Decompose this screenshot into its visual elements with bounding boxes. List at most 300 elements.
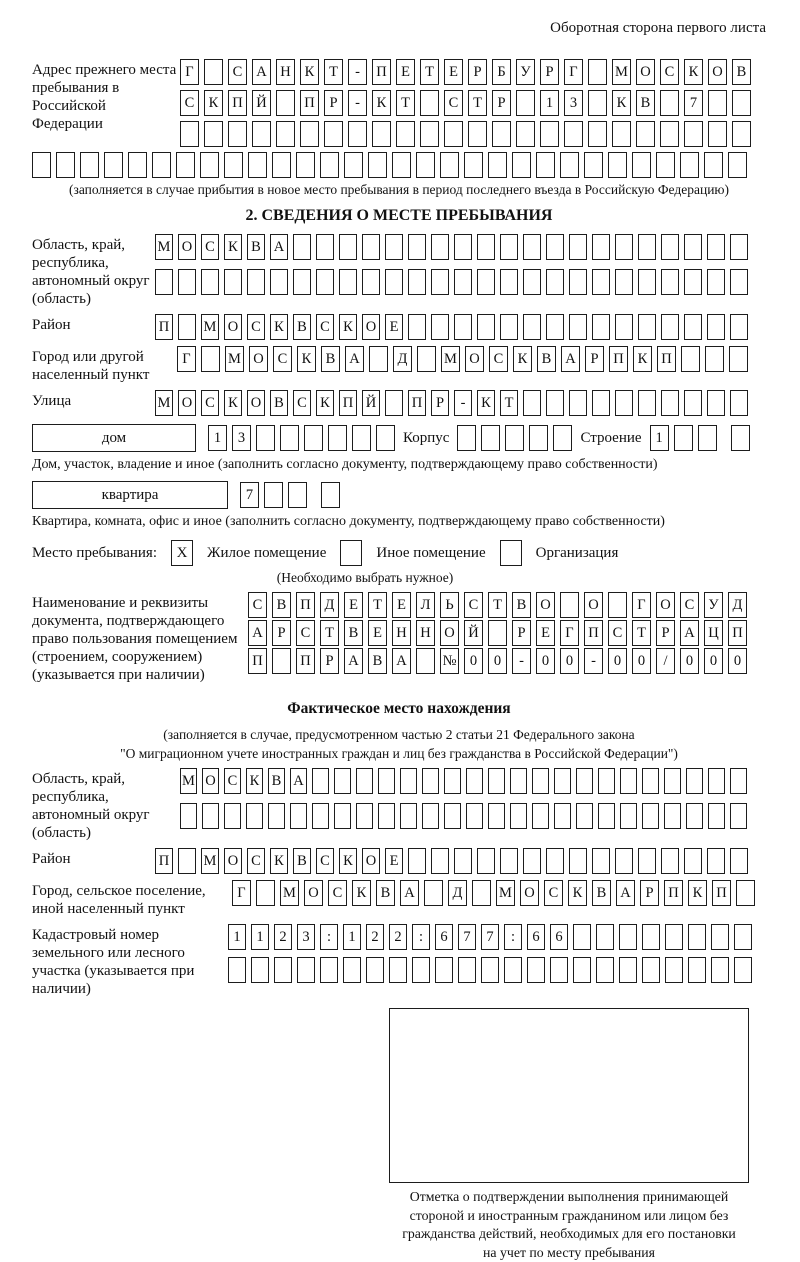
street-label: Улица (32, 390, 155, 410)
char-cell (642, 803, 659, 829)
char-cell: С (296, 620, 315, 646)
char-cell (642, 957, 660, 983)
char-cell: Т (320, 620, 339, 646)
char-cell (500, 234, 518, 260)
char-cell (400, 768, 417, 794)
char-cell (615, 269, 633, 295)
char-cell: Й (362, 390, 380, 416)
char-cell: 1 (228, 924, 246, 950)
char-cell (417, 346, 436, 372)
char-cell (320, 152, 339, 178)
char-cell: В (293, 314, 311, 340)
char-cell: Р (431, 390, 449, 416)
char-cell (408, 234, 426, 260)
char-cell: С (180, 90, 199, 116)
char-cell (569, 390, 587, 416)
char-cell (680, 152, 699, 178)
char-cell (532, 768, 549, 794)
char-cell (176, 152, 195, 178)
char-cell: В (247, 234, 265, 260)
char-cell (576, 803, 593, 829)
char-cell: А (252, 59, 271, 85)
char-cell (272, 648, 291, 674)
char-cell (362, 269, 380, 295)
char-cell: В (270, 390, 288, 416)
char-cell: П (372, 59, 391, 85)
char-cell: В (368, 648, 387, 674)
char-cell (638, 848, 656, 874)
char-cell: С (444, 90, 463, 116)
actual-region-rows (180, 768, 747, 829)
char-cell: Н (416, 620, 435, 646)
char-cell (684, 269, 702, 295)
char-cell: К (372, 90, 391, 116)
char-cell (705, 346, 724, 372)
char-cell (564, 121, 583, 147)
char-cell (512, 152, 531, 178)
char-cell (389, 957, 407, 983)
char-cell (638, 390, 656, 416)
char-cell (481, 425, 500, 451)
char-cell: П (712, 880, 731, 906)
checkbox-organization (500, 540, 522, 566)
char-cell: А (616, 880, 635, 906)
char-cell: С (273, 346, 292, 372)
char-cell: К (270, 314, 288, 340)
char-cell (732, 121, 751, 147)
char-cell (334, 768, 351, 794)
char-cell (500, 269, 518, 295)
char-cell: С (228, 59, 247, 85)
char-cell (612, 121, 631, 147)
char-cell: В (293, 848, 311, 874)
char-cell (488, 620, 507, 646)
char-cell (707, 390, 725, 416)
char-cell (550, 957, 568, 983)
char-cell (444, 768, 461, 794)
char-cell (730, 269, 748, 295)
char-cell (321, 482, 340, 508)
char-cell (472, 880, 491, 906)
char-cell (504, 957, 522, 983)
prev-address-rows (180, 59, 751, 147)
char-cell (711, 957, 729, 983)
char-cell (598, 768, 615, 794)
char-cell (444, 121, 463, 147)
char-cell: К (204, 90, 223, 116)
char-cell: П (228, 90, 247, 116)
char-cell (592, 848, 610, 874)
char-cell: П (609, 346, 628, 372)
char-cell (540, 121, 559, 147)
char-cell (155, 269, 173, 295)
char-cell (554, 768, 571, 794)
char-cell (400, 803, 417, 829)
page-side-note: Оборотная сторона первого листа (32, 20, 766, 37)
char-cell: 7 (481, 924, 499, 950)
char-cell: С (247, 848, 265, 874)
char-cell: 0 (608, 648, 627, 674)
char-cell: М (225, 346, 244, 372)
char-cell: В (636, 90, 655, 116)
char-cell: 2 (389, 924, 407, 950)
char-cell (204, 121, 223, 147)
char-cell: П (248, 648, 267, 674)
char-cell (252, 121, 271, 147)
char-cell (588, 90, 607, 116)
char-cell (200, 152, 219, 178)
char-cell: П (408, 390, 426, 416)
char-cell: К (688, 880, 707, 906)
char-cell: П (339, 390, 357, 416)
char-cell: 3 (232, 425, 251, 451)
cadastral-label: Кадастровый номер земельного или лесного участка (указывается при наличии) (32, 924, 228, 998)
actual-district-field (32, 848, 766, 874)
char-cell: О (656, 592, 675, 618)
char-cell: А (248, 620, 267, 646)
char-cell (661, 848, 679, 874)
char-cell (228, 957, 246, 983)
char-cell (477, 234, 495, 260)
char-cell (276, 90, 295, 116)
region-row-1 (155, 234, 748, 260)
char-cell: Т (468, 90, 487, 116)
char-cell: К (684, 59, 703, 85)
char-cell (362, 234, 380, 260)
char-cell (592, 269, 610, 295)
char-cell (732, 90, 751, 116)
char-cell: Р (468, 59, 487, 85)
char-cell: О (362, 848, 380, 874)
char-cell: А (290, 768, 307, 794)
char-cell: 1 (343, 924, 361, 950)
char-cell: 6 (527, 924, 545, 950)
char-cell (615, 234, 633, 260)
char-cell: К (246, 768, 263, 794)
char-cell: 1 (208, 425, 227, 451)
char-cell (573, 924, 591, 950)
char-cell: Т (632, 620, 651, 646)
char-cell: Е (392, 592, 411, 618)
char-cell (477, 314, 495, 340)
char-cell (378, 803, 395, 829)
char-cell: О (178, 234, 196, 260)
stamp-area (376, 1008, 762, 1262)
document-row-2 (248, 620, 747, 646)
char-cell: 0 (488, 648, 507, 674)
region-row-2 (155, 269, 748, 295)
char-cell: 0 (464, 648, 483, 674)
char-cell (104, 152, 123, 178)
char-cell (488, 768, 505, 794)
char-cell (420, 121, 439, 147)
char-cell (636, 121, 655, 147)
char-cell: К (224, 234, 242, 260)
char-cell (686, 803, 703, 829)
char-cell (316, 234, 334, 260)
char-cell (293, 234, 311, 260)
char-cell: П (155, 848, 173, 874)
char-cell (180, 803, 197, 829)
char-cell: Р (492, 90, 511, 116)
char-cell: М (612, 59, 631, 85)
char-cell: Н (392, 620, 411, 646)
char-cell: О (465, 346, 484, 372)
char-cell: К (513, 346, 532, 372)
char-cell: Т (368, 592, 387, 618)
char-cell: 7 (458, 924, 476, 950)
document-row-3 (248, 648, 747, 674)
char-cell: М (441, 346, 460, 372)
house-number-cells (208, 425, 395, 451)
char-cell: Р (656, 620, 675, 646)
char-cell: О (224, 314, 242, 340)
char-cell (529, 425, 548, 451)
char-cell: О (708, 59, 727, 85)
house-box: дом (32, 424, 196, 452)
house-row (32, 424, 766, 452)
char-cell: П (584, 620, 603, 646)
char-cell (178, 269, 196, 295)
region-field (32, 234, 766, 308)
char-cell (246, 803, 263, 829)
char-cell (422, 768, 439, 794)
char-cell: У (516, 59, 535, 85)
char-cell (592, 234, 610, 260)
char-cell: Т (488, 592, 507, 618)
char-cell (569, 269, 587, 295)
actual-district-row (155, 848, 748, 874)
district-row (155, 314, 748, 340)
char-cell: Й (464, 620, 483, 646)
char-cell: В (512, 592, 531, 618)
char-cell (356, 803, 373, 829)
char-cell (492, 121, 511, 147)
char-cell (584, 152, 603, 178)
char-cell (661, 390, 679, 416)
char-cell (356, 768, 373, 794)
char-cell (300, 121, 319, 147)
char-cell (178, 314, 196, 340)
char-cell: М (496, 880, 515, 906)
char-cell: - (512, 648, 531, 674)
char-cell: О (584, 592, 603, 618)
char-cell: Е (385, 314, 403, 340)
char-cell (560, 592, 579, 618)
prev-address-row-2 (180, 90, 751, 116)
char-cell (664, 768, 681, 794)
char-cell (665, 957, 683, 983)
char-cell: Т (396, 90, 415, 116)
char-cell: 0 (680, 648, 699, 674)
char-cell (477, 269, 495, 295)
char-cell (523, 314, 541, 340)
char-cell (708, 803, 725, 829)
char-cell (642, 924, 660, 950)
char-cell (523, 848, 541, 874)
char-cell (684, 390, 702, 416)
char-cell (224, 269, 242, 295)
char-cell: В (732, 59, 751, 85)
char-cell (523, 390, 541, 416)
char-cell: М (155, 390, 173, 416)
char-cell: Р (640, 880, 659, 906)
actual-region-label: Область, край, республика, автономный округ (область) (32, 768, 180, 842)
char-cell (435, 957, 453, 983)
char-cell (510, 768, 527, 794)
char-cell: А (400, 880, 419, 906)
actual-region-row-2 (180, 803, 747, 829)
checkbox-residential: X (171, 540, 193, 566)
char-cell: Т (420, 59, 439, 85)
char-cell (684, 314, 702, 340)
cadastral-rows (228, 924, 752, 983)
char-cell (656, 152, 675, 178)
district-label: Район (32, 314, 155, 334)
char-cell (320, 957, 338, 983)
char-cell (431, 234, 449, 260)
char-cell (500, 848, 518, 874)
char-cell (312, 768, 329, 794)
char-cell: Ц (704, 620, 723, 646)
char-cell: Е (385, 848, 403, 874)
cadastral-row-2 (228, 957, 752, 983)
char-cell (736, 880, 755, 906)
char-cell (304, 425, 323, 451)
char-cell (730, 234, 748, 260)
char-cell: С (680, 592, 699, 618)
char-cell (598, 803, 615, 829)
char-cell: Г (232, 880, 251, 906)
char-cell (728, 152, 747, 178)
char-cell (477, 848, 495, 874)
char-cell (328, 425, 347, 451)
structure-label: Строение (580, 430, 641, 447)
char-cell: Е (344, 592, 363, 618)
char-cell (416, 152, 435, 178)
char-cell (224, 152, 243, 178)
char-cell (454, 234, 472, 260)
region-rows (155, 234, 748, 295)
char-cell: 7 (684, 90, 703, 116)
stay-type-row (32, 540, 766, 566)
char-cell: 3 (297, 924, 315, 950)
char-cell: Е (536, 620, 555, 646)
char-cell: - (454, 390, 472, 416)
document-field (32, 592, 766, 684)
char-cell: С (248, 592, 267, 618)
char-cell (516, 121, 535, 147)
prev-address-row-3 (180, 121, 751, 147)
char-cell: С (201, 390, 219, 416)
char-cell: А (344, 648, 363, 674)
char-cell (464, 152, 483, 178)
char-cell (274, 957, 292, 983)
char-cell (424, 880, 443, 906)
char-cell (707, 234, 725, 260)
char-cell: К (297, 346, 316, 372)
char-cell: Д (393, 346, 412, 372)
char-cell (466, 803, 483, 829)
char-cell (684, 121, 703, 147)
char-cell: П (296, 648, 315, 674)
char-cell (352, 425, 371, 451)
district-field (32, 314, 766, 340)
char-cell: 0 (728, 648, 747, 674)
apartment-row (32, 481, 766, 509)
char-cell (546, 390, 564, 416)
char-cell (661, 314, 679, 340)
char-cell (408, 848, 426, 874)
char-cell (369, 346, 388, 372)
char-cell (488, 152, 507, 178)
char-cell: Р (540, 59, 559, 85)
char-cell (554, 803, 571, 829)
char-cell (376, 425, 395, 451)
char-cell (293, 269, 311, 295)
char-cell (152, 152, 171, 178)
char-cell (202, 803, 219, 829)
street-row (155, 390, 748, 416)
char-cell (264, 482, 283, 508)
actual-caption-line-1: (заполняется в случае, предусмотренном частью 2 статьи 21 Федерального закона (32, 726, 766, 743)
apartment-cells (240, 482, 340, 508)
char-cell: Д (320, 592, 339, 618)
char-cell (711, 924, 729, 950)
char-cell (527, 957, 545, 983)
char-cell: 0 (632, 648, 651, 674)
char-cell: С (224, 768, 241, 794)
char-cell (201, 346, 220, 372)
char-cell: Г (177, 346, 196, 372)
char-cell (385, 269, 403, 295)
char-cell: Д (448, 880, 467, 906)
char-cell (368, 152, 387, 178)
char-cell (431, 314, 449, 340)
actual-region-row-1 (180, 768, 747, 794)
char-cell (684, 234, 702, 260)
char-cell (201, 269, 219, 295)
char-cell: : (504, 924, 522, 950)
char-cell: С (316, 848, 334, 874)
actual-city-row (232, 880, 755, 906)
char-cell: В (344, 620, 363, 646)
char-cell (466, 768, 483, 794)
char-cell: С (660, 59, 679, 85)
char-cell: Й (252, 90, 271, 116)
char-cell (708, 768, 725, 794)
char-cell (665, 924, 683, 950)
apartment-box: квартира (32, 481, 228, 509)
char-cell: Г (632, 592, 651, 618)
char-cell: К (568, 880, 587, 906)
city-field (32, 346, 766, 384)
char-cell (546, 314, 564, 340)
char-cell (608, 152, 627, 178)
char-cell (638, 234, 656, 260)
char-cell: 2 (366, 924, 384, 950)
char-cell (592, 314, 610, 340)
char-cell (638, 314, 656, 340)
char-cell (180, 121, 199, 147)
char-cell: О (224, 848, 242, 874)
char-cell: А (392, 648, 411, 674)
char-cell: С (316, 314, 334, 340)
char-cell (661, 234, 679, 260)
street-field (32, 390, 766, 416)
char-cell: К (612, 90, 631, 116)
char-cell (454, 848, 472, 874)
